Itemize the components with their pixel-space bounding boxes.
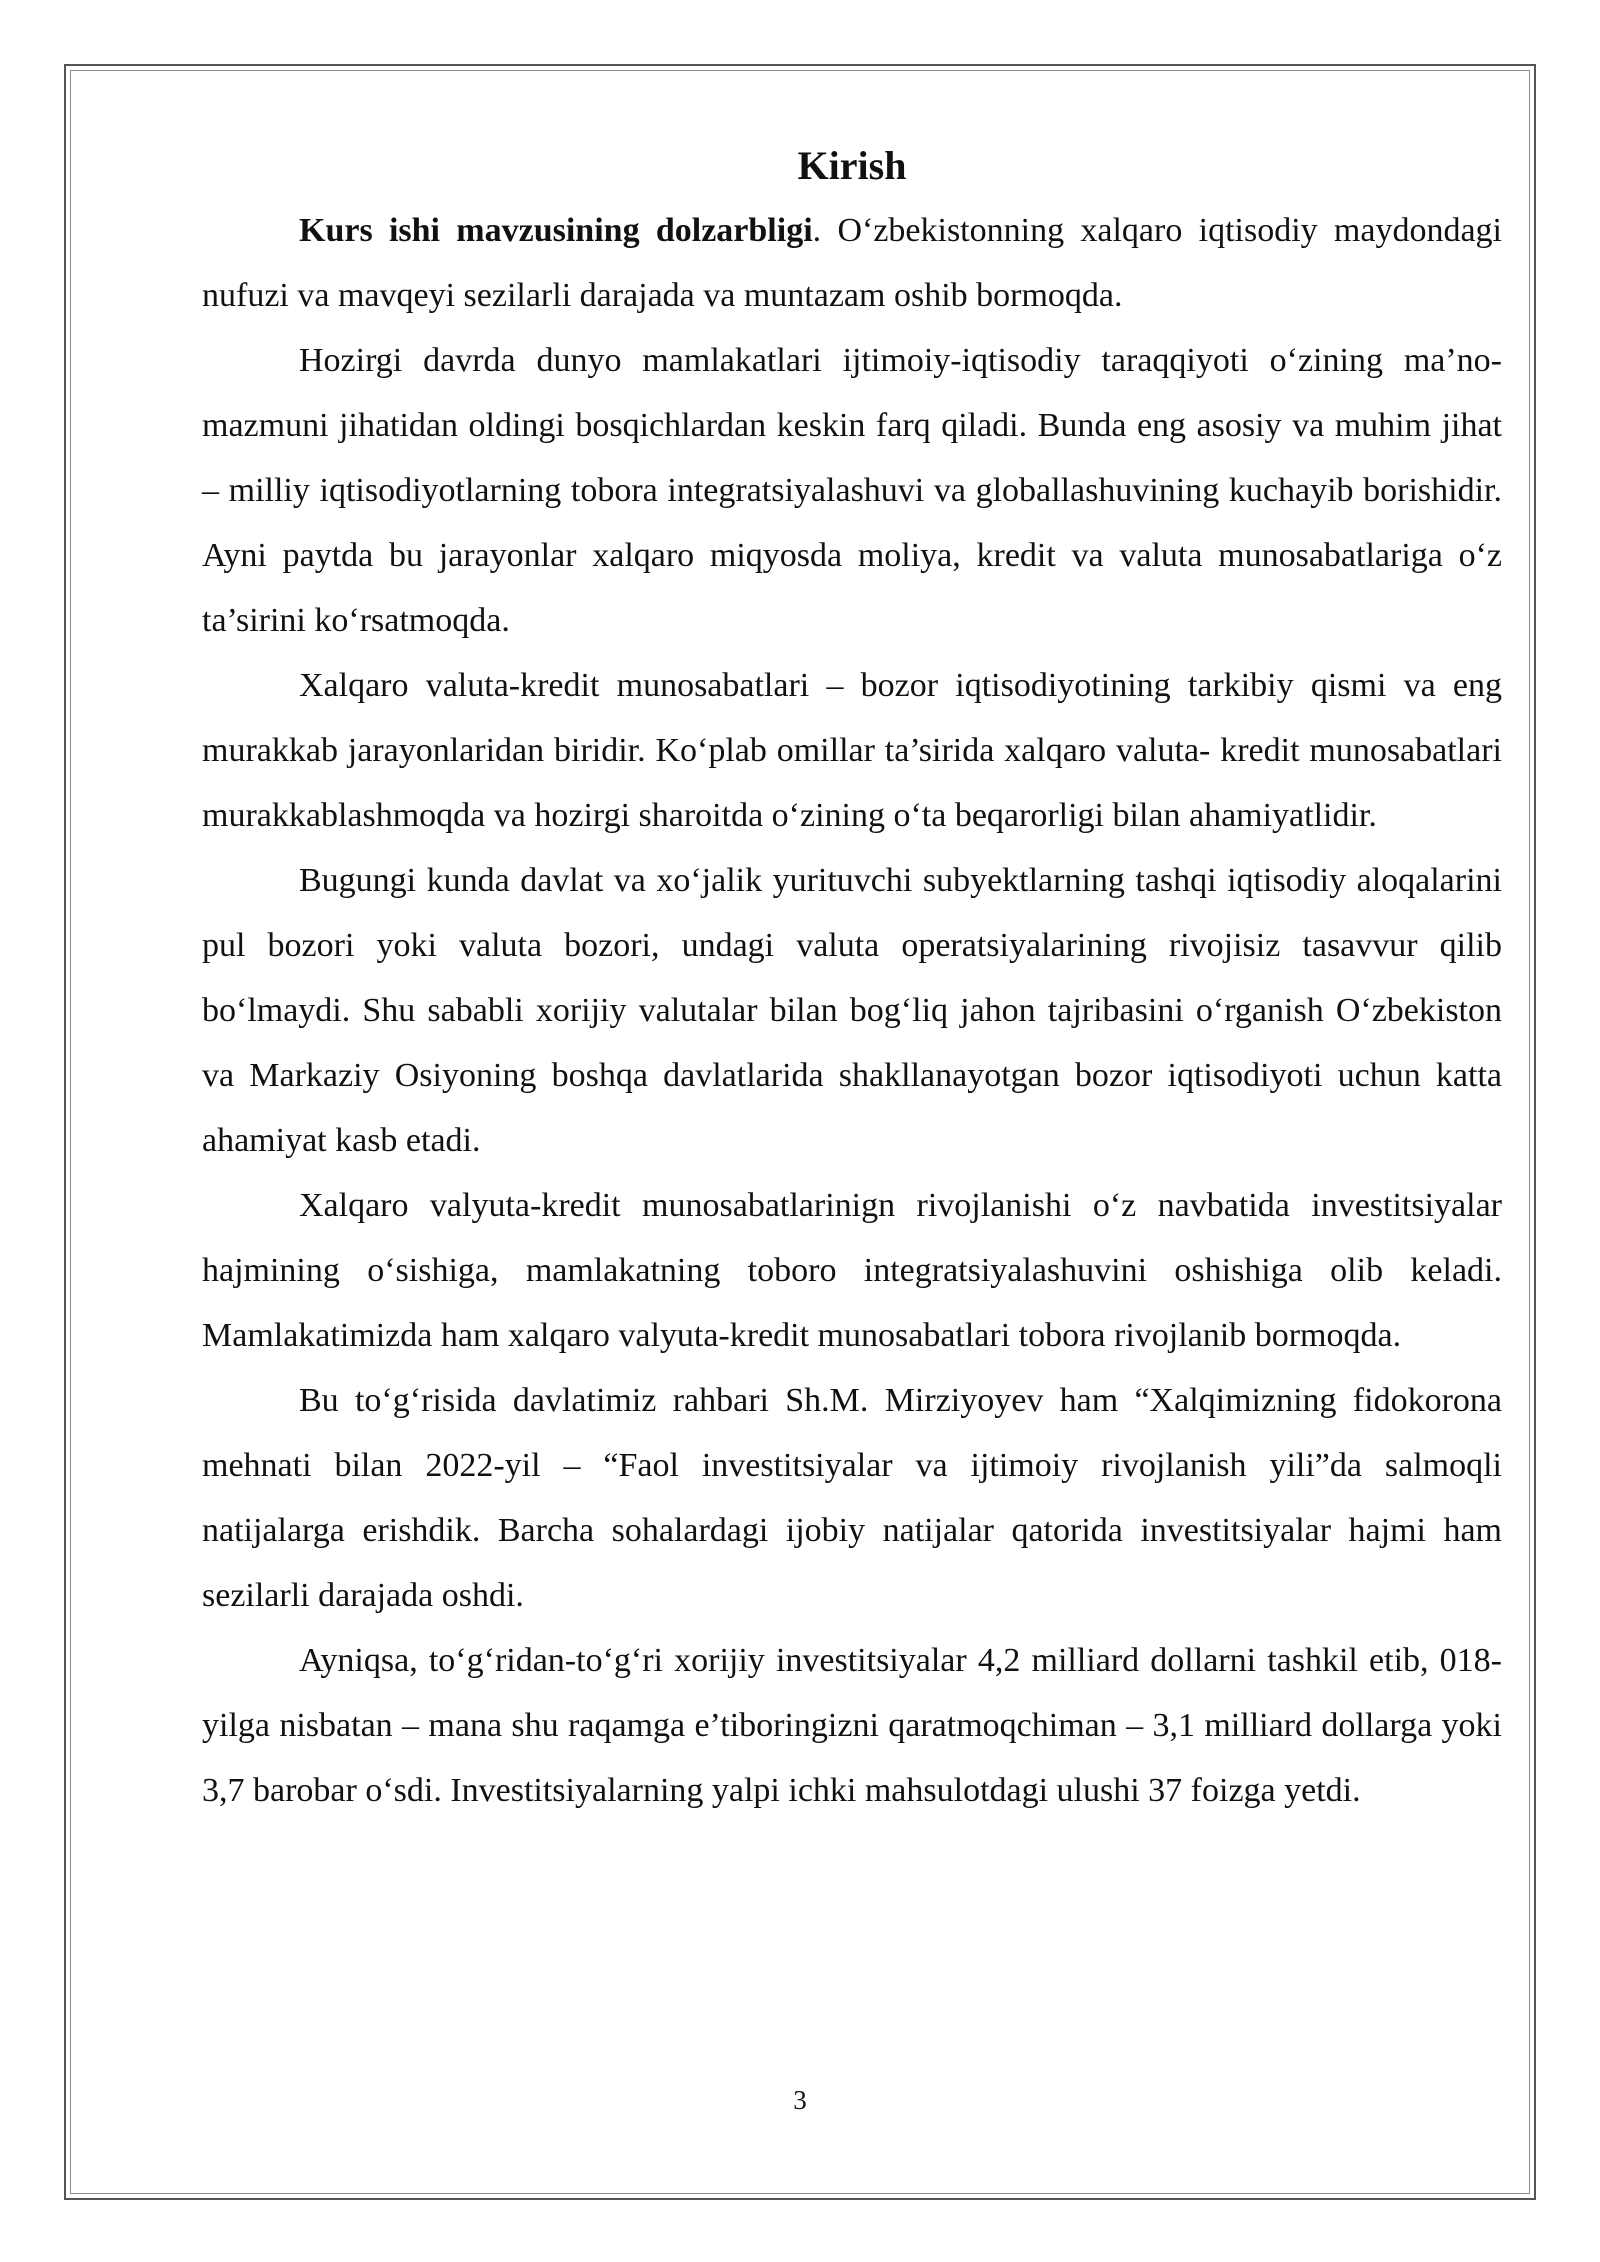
page-title: Kirish: [797, 143, 907, 188]
document-body: [202, 136, 1502, 1823]
paragraph-2: Xalqaro valuta-kredit munosabatlari – bozor iqtisodiyotining tarkibiy qismi va eng murakkab jarayonlaridan biridir. Ko‘plab omillar ta’sirida xalqaro valuta- kredit munosabatlari murakkablashmoqda va hozirgi sharoitda o‘zining o‘ta beqarorligi bilan ahamiyatlidir.: [202, 667, 1502, 834]
paragraph-3: Bugungi kunda davlat va xo‘jalik yurituvchi subyektlarning tashqi iqtisodiy aloqalarini pul bozori yoki valuta bozori, undagi valuta operatsiyalarining rivojisiz tasavvur qilib bo‘lmaydi. Shu sababli xorijiy valutalar bilan bog‘liq jahon tajribasini o‘rganish O‘zbekiston va Markaziy Osiyoning boshqa davlatlarida shakllanayotgan bozor iqtisodiyoti uchun katta ahamiyat kasb etadi.: [202, 862, 1502, 1159]
paragraph-5: Bu to‘g‘risida davlatimiz rahbari Sh.M. Mirziyoyev ham “Xalqimizning fidokorona mehnati bilan 2022-yil – “Faol investitsiyalar va ijtimoiy rivojlanish yili”da salmoqli natijalarga erishdik. Barcha sohalardagi ijobiy natijalar qatorida investitsiyalar hajmi ham sezilarli darajada oshdi.: [202, 1382, 1502, 1614]
paragraph-1: Hozirgi davrda dunyo mamlakatlari ijtimoiy-iqtisodiy taraqqiyoti o‘zining ma’no-mazmuni jihatidan oldingi bosqichlardan keskin farq qiladi. Bunda eng asosiy va muhim jihat – milliy iqtisodiyotlarning tobora integratsiyalashuvi va globallashuvining kuchayib borishidir. Ayni paytda bu jarayonlar xalqaro miqyosda moliya, kredit va valuta munosabatlariga o‘z ta’sirini ko‘rsatmoqda.: [202, 342, 1502, 639]
intro-bold-lead: Kurs ishi mavzusining dolzarbligi: [299, 212, 813, 249]
intro-lead-punct: .: [812, 212, 822, 249]
intro-rest: O‘zbekistonning xalqaro iqtisodiy maydondagi nufuzi va mavqeyi sezilarli darajada va muntazam oshib bormoqda.: [202, 212, 1503, 314]
paragraph-4: Xalqaro valyuta-kredit munosabatlarinign rivojlanishi o‘z navbatida investitsiyalar hajmining o‘sishiga, mamlakatning toboro integratsiyalashuvini oshishiga olib keladi. Mamlakatimizda ham xalqaro valyuta-kredit munosabatlari tobora rivojlanib bormoqda.: [202, 1187, 1502, 1354]
page-number: 3: [793, 2085, 807, 2115]
intro-paragraph: [202, 198, 1502, 328]
paragraph-6: Ayniqsa, to‘g‘ridan-to‘g‘ri xorijiy investitsiyalar 4,2 milliard dollarni tashkil etib, 018-yilga nisbatan – mana shu raqamga e’tiboringizni qaratmoqchiman – 3,1 milliard dollarga yoki 3,7 barobar o‘sdi. Investitsiyalarning yalpi ichki mahsulotdagi ulushi 37 foizga yetdi.: [202, 1642, 1502, 1809]
